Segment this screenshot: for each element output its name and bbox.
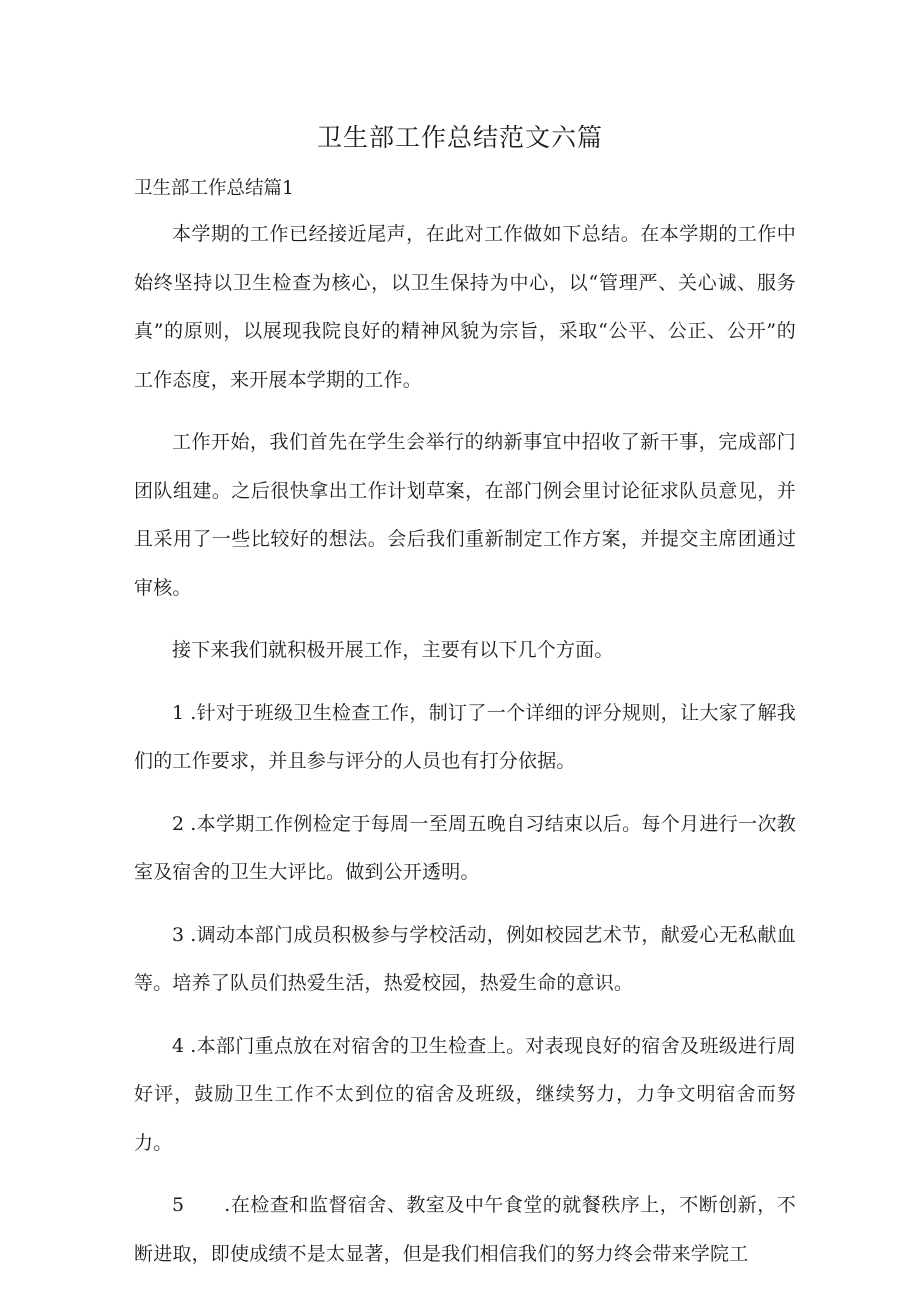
list-number: 3 [172, 923, 185, 946]
paragraph-text: 工作开始，我们首先在学生会举行的纳新事宜中招收了新干事，完成部门团队组建。之后很快拿出工作计划草案，在部门例会里讨论征求队员意见，并且采用了一些比较好的想法。会后我们重新制定工作方案，并提交主席团通过审核。 [134, 431, 796, 599]
list-number: 4 [172, 1034, 185, 1057]
list-item-1 [134, 689, 796, 786]
section-heading: 卫生部工作总结篇1 [134, 178, 294, 199]
document-title: 卫生部工作总结范文六篇 [316, 123, 603, 152]
list-text: .在检查和监督宿舍、教室及中午食堂的就餐秩序上，不断创新，不断进取，即使成绩不是太显著，但是我们相信我们的努力终会带来学院工 [134, 1194, 796, 1265]
list-text: .针对于班级卫生检查工作，制订了一个详细的评分规则，让大家了解我们的工作要求，并且参与评分的人员也有打分依据。 [134, 701, 796, 772]
paragraph-overview [134, 626, 796, 675]
list-text: .调动本部门成员积极参与学校活动，例如校园艺术节，献爱心无私献血等。培养了队员们热爱生活，热爱校园，热爱生命的意识。 [134, 923, 796, 994]
list-item-3 [134, 911, 796, 1008]
paragraph-team-building [134, 418, 796, 612]
list-item-4 [134, 1022, 796, 1168]
document-body [134, 210, 796, 1292]
list-item-5 [134, 1181, 796, 1278]
paragraph-intro [134, 210, 796, 404]
paragraph-text: 本学期的工作已经接近尾声，在此对工作做如下总结。在本学期的工作中始终坚持以卫生检查为核心，以卫生保持为中心，以“管理严、关心诚、服务真”的原则，以展现我院良好的精神风貌为宗旨，采取“公平、公正、公开”的工作态度，来开展本学期的工作。 [134, 223, 796, 391]
list-number: 5 [172, 1194, 185, 1216]
list-text: .本部门重点放在对宿舍的卫生检查上。对表现良好的宿舍及班级进行周好评，鼓励卫生工作不太到位的宿舍及班级，继续努力，力争文明宿舍而努力。 [134, 1034, 796, 1154]
list-number: 1 [172, 701, 185, 724]
list-text: .本学期工作例检定于每周一至周五晚自习结束以后。每个月进行一次教室及宿舍的卫生大评比。做到公开透明。 [134, 812, 796, 883]
list-item-2 [134, 800, 796, 897]
paragraph-text: 接下来我们就积极开展工作，主要有以下几个方面。 [172, 639, 614, 661]
list-number: 2 [172, 812, 185, 835]
